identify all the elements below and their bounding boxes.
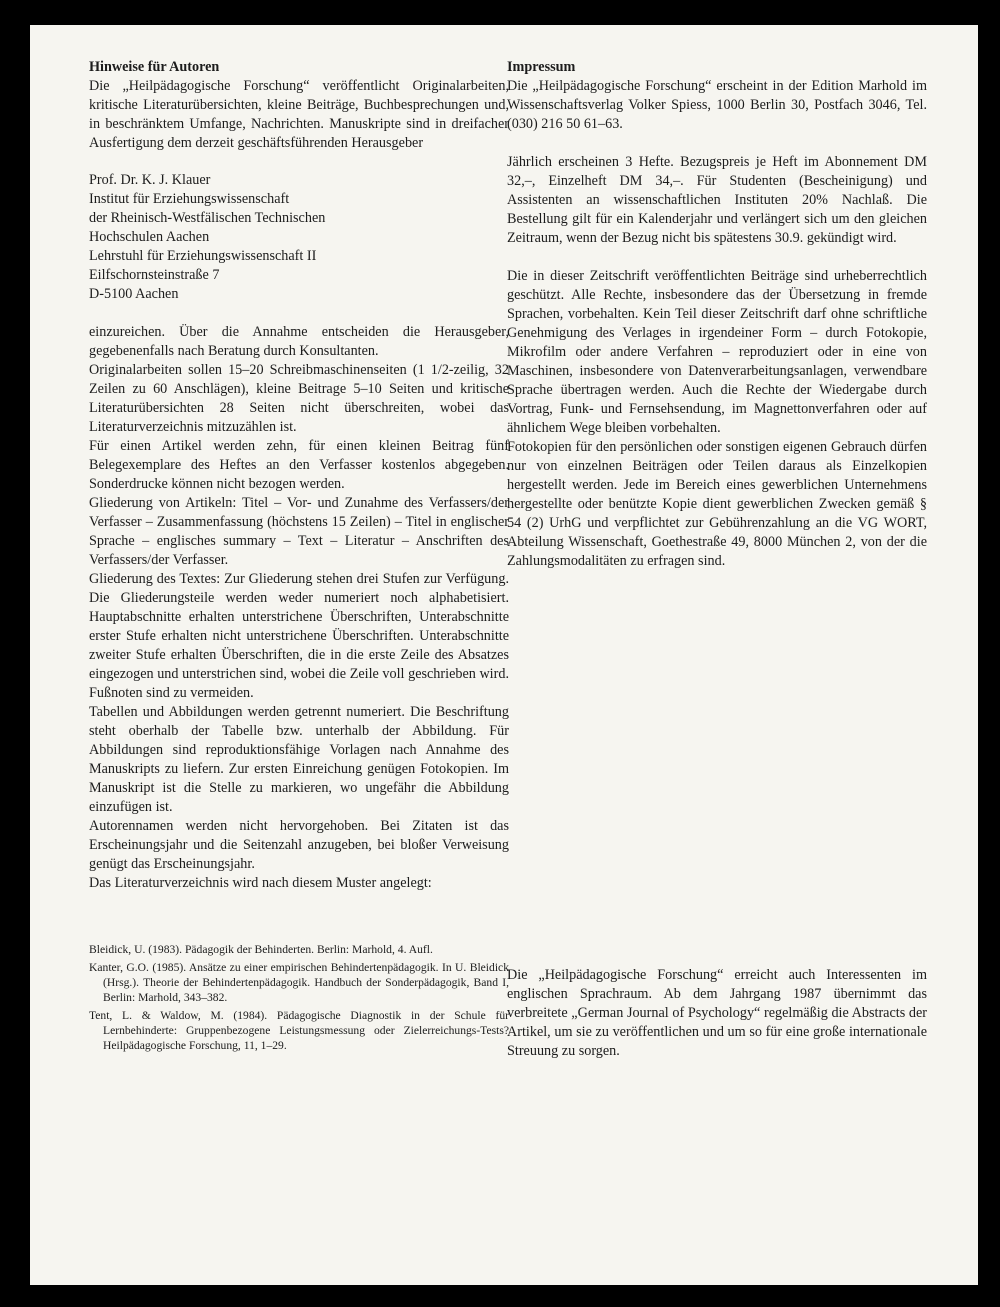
submission-paragraph: einzureichen. Über die Annahme entscheiden die Herausgeber, gegebenenfalls nach Beratung durch Konsultanten. (89, 324, 509, 359)
editor-address (89, 171, 509, 304)
photocopies-paragraph: Fotokopien für den persönlichen oder sonstigen eigenen Gebrauch dürfen nur von einzelnen Beiträgen oder Teilen daraus als Einzelkopien hergestellt werden. Jede im Bereich eines gewerblichen Unternehmens hergestellte oder benützte Kopie dient gewerblichen Zwecken gemäß § 54 (2) UrhG und verpflichtet zur Gebührenzahlung an die VG WORT, Abteilung Wissenschaft, Goethestraße 49, 8000 München 2, von der die Zahlungsmodalitäten zu erfragen sind. (507, 439, 927, 569)
bibliography-paragraph: Das Literaturverzeichnis wird nach diesem Muster angelegt: (89, 875, 432, 891)
reference-entry: Tent, L. & Waldow, M. (1984). Pädagogische Diagnostik in der Schule für Lernbehinderte: Gruppenbezogene Leistungsmessung oder Zielerreichungs-Tests? Heilpädagogische Forschung, 11, 1–29. (89, 1009, 509, 1052)
address-line: Prof. Dr. K. J. Klauer (89, 172, 211, 188)
english-abstracts-paragraph: Die „Heilpädagogische Forschung“ erreicht auch Interessenten im englischen Sprachraum. Ab dem Jahrgang 1987 übernimmt das verbreitete „German Journal of Psychology“ regelmäßig die Abstracts der Artikel, um sie zu veröffentlichen und um so für eine große internationale Streuung zu sorgen. (507, 967, 927, 1059)
citations-paragraph: Autorennamen werden nicht hervorgehoben. Bei Zitaten ist das Erscheinungsjahr und die Seitenzahl anzugeben, bei bloßer Verweisung genügt das Erscheinungsjahr. (89, 818, 509, 872)
impressum-heading: Impressum (507, 59, 576, 75)
publisher-paragraph: Die „Heilpädagogische Forschung“ erscheint in der Edition Marhold im Wissenschaftsverlag Volker Spiess, 1000 Berlin 30, Postfach 3046, Tel. (030) 216 50 61–63. (507, 78, 927, 132)
address-line: D-5100 Aachen (89, 286, 179, 302)
reference-examples (89, 942, 509, 1056)
author-guidelines-intro: Die „Heilpädagogische Forschung“ veröffentlicht Originalarbeiten, kritische Literaturübersichten, kleine Beiträge, Buchbesprechungen und, in beschränktem Umfange, Nachrichten. Manuskripte sind in dreifacher Ausfertigung dem derzeit geschäftsführenden Herausgeber (89, 78, 509, 151)
article-structure-paragraph: Gliederung von Artikeln: Titel – Vor- und Zunahme des Verfassers/der Verfasser – Zusammenfassung (höchstens 15 Zeilen) – Titel in englischer Sprache – englisches summary – Text – Literatur – Anschriften des Verfassers/der Verfasser. (89, 495, 509, 568)
tables-figures-paragraph: Tabellen und Abbildungen werden getrennt numeriert. Die Beschriftung steht oberhalb der Tabelle bzw. unterhalb der Abbildung. Für Abbildungen sind reproduktionsfähige Vorlagen nach Annahme des Manuskripts zu liefern. Zur ersten Einreichung genügen Fotokopien. Im Manuskript ist die Stelle zu markieren, wo ungefähr die Abbildung einzufügen ist. (89, 704, 509, 815)
page (30, 25, 978, 1285)
english-abstracts-note (507, 966, 927, 1061)
address-line: Eilfschornsteinstraße 7 (89, 267, 220, 283)
copyright-paragraph: Die in dieser Zeitschrift veröffentlichten Beiträge sind urheberrechtlich geschützt. Alle Rechte, insbesondere das der Übersetzung in fremde Sprachen, vorbehalten. Kein Teil dieser Zeitschrift darf ohne schriftliche Genehmigung des Verlages in irgendeiner Form – durch Fotokopie, Mikrofilm oder andere Verfahren – reproduziert oder in eine von Maschinen, insbesondere von Datenverarbeitungsanlagen, verwendbare Sprache übertragen werden. Auch die Rechte der Wiedergabe durch Vortrag, Funk- und Fernsehsendung, im Magnettonverfahren oder auf ähnlichem Wege bleiben vorbehalten. (507, 268, 927, 436)
address-line: der Rheinisch-Westfälischen Technischen (89, 210, 326, 226)
impressum-column (507, 58, 927, 571)
subscription-paragraph: Jährlich erscheinen 3 Hefte. Bezugspreis je Heft im Abonnement DM 32,–, Einzelheft DM 34,–. Für Studenten (Bescheinigung) und Assistenten an wissenschaftlichen Instituten 20% Nachlaß. Die Bestellung gilt für ein Kalenderjahr und verlängert sich um den gleichen Zeitraum, wenn der Bezug nicht bis spätestens 30.9. gekündigt wird. (507, 154, 927, 246)
copies-paragraph: Für einen Artikel werden zehn, für einen kleinen Beitrag fünf Belegexemplare des Heftes an den Verfasser kostenlos abgegeben. Sonderdrucke können nicht bezogen werden. (89, 438, 509, 492)
address-line: Hochschulen Aachen (89, 229, 210, 245)
author-guidelines-column (89, 58, 509, 893)
address-line: Lehrstuhl für Erziehungswissenschaft II (89, 248, 317, 264)
length-paragraph: Originalarbeiten sollen 15–20 Schreibmaschinenseiten (1 1/2-zeilig, 32 Zeilen zu 60 Anschlägen), kleine Beitrage 5–10 Seiten und kritische Literaturübersichten 28 Seiten nicht überschreiten, wobei das Literaturverzeichnis mitzuzählen ist. (89, 362, 509, 435)
reference-entry: Bleidick, U. (1983). Pädagogik der Behinderten. Berlin: Marhold, 4. Aufl. (89, 943, 433, 956)
address-line: Institut für Erziehungswissenschaft (89, 191, 290, 207)
author-guidelines-heading: Hinweise für Autoren (89, 59, 220, 75)
reference-entry: Kanter, G.O. (1985). Ansätze zu einer empirischen Behindertenpädagogik. In U. Bleidick (Hrsg.). Theorie der Behindertenpädagogik. Handbuch der Sonderpädagogik, Band I, Berlin: Marhold, 343–382. (89, 961, 509, 1004)
text-structure-paragraph: Gliederung des Textes: Zur Gliederung stehen drei Stufen zur Verfügung. Die Gliederungsteile werden weder numeriert noch alphabetisiert. Hauptabschnitte erhalten unterstrichene Überschriften, Unterabschnitte erster Stufe erhalten nicht unterstrichene Überschriften. Unterabschnitte zweiter Stufe erhalten Überschriften, die in die erste Zeile des Absatzes eingezogen und unterstrichen sind, wobei die Zeile voll geschrieben wird. Fußnoten sind zu vermeiden. (89, 571, 509, 701)
